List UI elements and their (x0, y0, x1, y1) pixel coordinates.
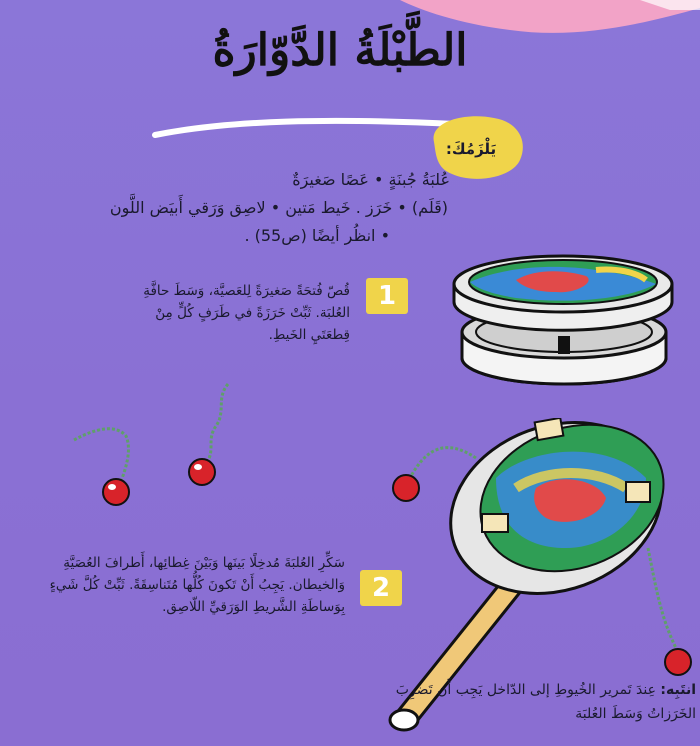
needs-line-1: عُلبَةُ جُبنَةٍ • عَصًا صَغيرَةٌ (292, 170, 450, 189)
cheese-box-illustration (446, 240, 690, 390)
needs-line-2: (قَلَم) • خَرَز . خَيط مَتين • لاصِق وَرَقي أَبيَض اللَّون (109, 198, 448, 217)
needs-label: يَلْزَمُكَ: (445, 140, 497, 158)
step-2-text: سَكِّرِ العُلبَةَ مُدخِلًا بَينَها وَبَيْنَ غِطائِها، أَطرافَ العُصَيَّةِ وَالخيطان. يَجِبُ أَنْ تَكونَ كُلُّها مُتَناسِقَةً. ثَبِّتْ كُلَّ شَيءٍ بِوَساطَةِ الشَّريطِ الوَرَقيِّ اللّاصِق. (49, 555, 345, 615)
step-1-text: قُصّ فُتحَةً صَغيرَةً لِلعَصيَّة، وَسَطَ حافَّةِ العُلبَة. ثَبِّتْ خَرَزَةً في طَرَفٍ كُلٍّ مِنْ قِطعَتَيِ الخَيطِ. (143, 283, 350, 343)
step-2-badge: 2 (360, 570, 402, 606)
note-text: عِندَ تَمرير الخُيوطِ إلى الدّاخل يَجِب أَن تَضرِبَ الخَرَزاتُ وَسَطَ العُلبَة (395, 682, 696, 722)
needs-line-3: • انظُر أيضًا (ص55) . (244, 226, 390, 245)
beads-strings-illustration (66, 378, 246, 508)
note-block (386, 678, 696, 726)
step-1-badge: 1 (366, 278, 408, 314)
brush-underline (150, 110, 460, 150)
note-label: انتَبِه: (660, 682, 696, 698)
page-title: الطَّبْلَةُ الدَّوّارَةُ (212, 25, 468, 76)
